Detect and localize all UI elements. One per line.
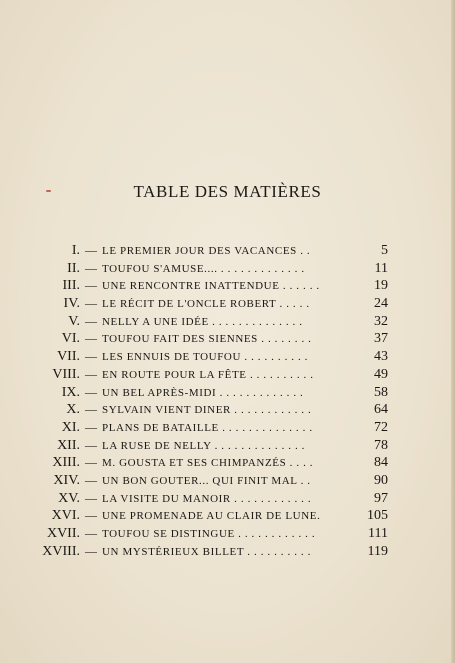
toc-row [0,367,455,385]
chapter-title: TOUFOU FAIT DES SIENNES . . . . . . . . [102,333,312,346]
page-number: 78 [374,437,388,453]
page-title: TABLE DES MATIÈRES [133,182,322,201]
page-number: 49 [374,366,388,382]
chapter-title: LES ENNUIS DE TOUFOU . . . . . . . . . . [102,351,309,364]
separator: — [85,455,97,470]
chapter-number: XII. [57,437,80,453]
page-number: 43 [374,349,388,365]
separator: — [85,349,97,364]
separator: — [85,366,97,381]
page-number: 24 [374,296,388,312]
separator: — [85,543,97,558]
chapter-title: PLANS DE BATAILLE . . . . . . . . . . . . . . [102,421,313,434]
chapter-title: LE PREMIER JOUR DES VACANCES . . [102,245,311,257]
chapter-number: VI. [61,331,80,347]
separator: — [85,437,97,452]
toc-row [0,438,455,456]
chapter-title: NELLY A UNE IDÉE . . . . . . . . . . . . . . [102,315,303,328]
chapter-title: LA VISITE DU MANOIR . . . . . . . . . . . . [102,492,312,505]
separator: — [85,296,97,311]
page-number: 11 [374,260,388,276]
chapter-title: TOUFOU S'AMUSE.... . . . . . . . . . . . . . [102,262,305,275]
toc-row [0,420,455,438]
chapter-number: XVIII. [42,543,80,559]
separator: — [85,260,97,275]
chapter-number: VII. [57,349,80,365]
chapter-number: III. [62,278,80,294]
toc-row [0,243,455,261]
chapter-title: LA RUSE DE NELLY . . . . . . . . . . . . . . [102,439,306,452]
chapter-number: XVI. [51,508,80,524]
toc-row [0,385,455,403]
chapter-number: IX. [61,384,80,400]
separator: — [85,472,97,487]
table-of-contents [0,243,455,561]
chapter-title: UN BEL APRÈS-MIDI . . . . . . . . . . . . . [102,386,304,399]
chapter-number: VIII. [52,366,80,382]
chapter-number: II. [67,260,80,276]
page-number: 111 [368,526,388,541]
chapter-number: XVII. [46,526,80,541]
chapter-number: IV. [63,296,80,312]
chapter-title: UNE PROMENADE AU CLAIR DE LUNE. [102,510,321,523]
toc-row [0,296,455,314]
toc-row [0,544,455,562]
page-number: 37 [374,331,388,347]
separator: — [85,419,97,434]
chapter-title: M. GOUSTA ET SES CHIMPANZÉS . . . . [102,457,314,470]
page-number: 105 [367,508,388,524]
page-number: 32 [374,313,388,329]
toc-row [0,491,455,509]
page-number: 58 [374,384,388,400]
chapter-title: LE RÉCIT DE L'ONCLE ROBERT . . . . . [102,298,310,311]
page-number: 97 [374,490,388,506]
separator: — [85,313,97,328]
chapter-number: X. [66,402,80,418]
separator: — [85,331,97,346]
chapter-title: UNE RENCONTRE INATTENDUE . . . . . . [102,280,320,293]
separator: — [85,243,97,257]
toc-row [0,455,455,473]
separator: — [85,384,97,399]
separator: — [85,402,97,417]
chapter-title: SYLVAIN VIENT DINER . . . . . . . . . . . . [102,404,312,417]
toc-row [0,526,455,544]
chapter-number: XIV. [53,472,80,488]
page-number: 119 [367,543,388,559]
page-number: 72 [374,419,388,435]
page-number: 84 [374,455,388,471]
chapter-title: EN ROUTE POUR LA FÊTE . . . . . . . . . . [102,368,314,381]
chapter-number: XIII. [52,455,80,471]
chapter-title: TOUFOU SE DISTINGUE . . . . . . . . . . . . [102,528,316,540]
toc-row [0,349,455,367]
separator: — [85,508,97,523]
separator: — [85,490,97,505]
chapter-title: UN BON GOUTER... QUI FINIT MAL . . [102,474,311,487]
separator: — [85,526,97,540]
chapter-number: XI. [61,419,80,435]
toc-row [0,508,455,526]
separator: — [85,278,97,293]
chapter-number: V. [68,313,80,329]
toc-row [0,314,455,332]
chapter-title: UN MYSTÉRIEUX BILLET . . . . . . . . . . [102,545,311,558]
toc-row [0,402,455,420]
toc-row [0,331,455,349]
page-number: 5 [381,243,388,258]
toc-row [0,473,455,491]
toc-row [0,278,455,296]
page-number: 90 [374,472,388,488]
chapter-number: XV. [58,490,80,506]
chapter-number: I. [71,243,80,258]
page-number: 64 [374,402,388,418]
page-number: 19 [374,278,388,294]
toc-row [0,261,455,279]
